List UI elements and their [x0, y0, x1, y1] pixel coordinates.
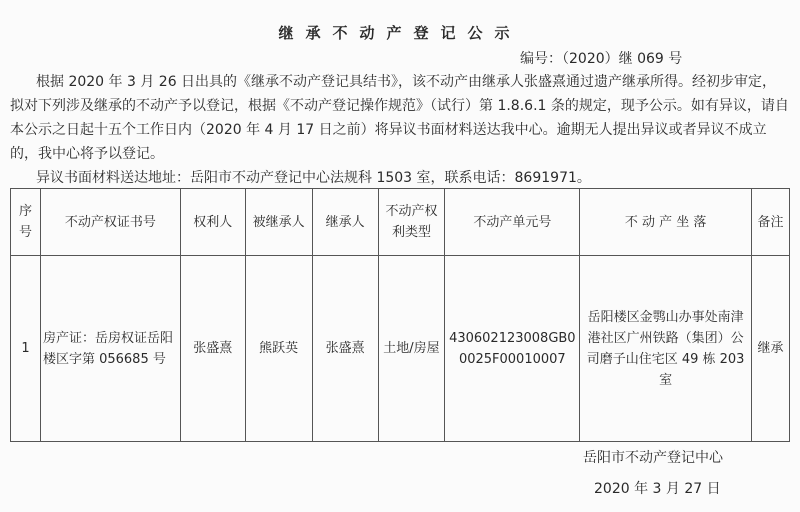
header-cell: 不 动 产 坐 落 — [580, 189, 752, 256]
header-cell: 不动产单元号 — [445, 189, 580, 256]
cell-heir: 张盛熹 — [312, 256, 378, 442]
cell-remark: 继承 — [751, 256, 789, 442]
header-cell: 被继承人 — [245, 189, 312, 256]
cell-decedent: 熊跃英 — [245, 256, 312, 442]
header-cell: 备注 — [751, 189, 789, 256]
table-row — [11, 256, 790, 442]
table-header-row — [11, 189, 790, 256]
header-cell: 不动产权证书号 — [40, 189, 180, 256]
header-cell: 继承人 — [312, 189, 378, 256]
cell-unit-number: 430602123008GB00025F00010007 — [445, 256, 580, 442]
issue-date: 2020 年 3 月 27 日 — [594, 481, 721, 497]
cell-index: 1 — [11, 256, 41, 442]
registration-table — [10, 188, 790, 442]
issuer: 岳阳市不动产登记中心 — [583, 450, 723, 466]
page-title: 继承不动产登记公示 — [278, 24, 522, 42]
cell-owner: 张盛熹 — [180, 256, 245, 442]
header-cell: 权利人 — [180, 189, 245, 256]
cell-right-type: 土地/房屋 — [378, 256, 445, 442]
objection-address: 异议书面材料送达地址：岳阳市不动产登记中心法规科 1503 室，联系电话：8691971。 — [36, 170, 591, 186]
header-cell: 不动产权利类型 — [378, 189, 445, 256]
cell-location: 岳阳楼区金鹗山办事处南津港社区广州铁路（集团）公司磨子山住宅区 49 栋 203 室 — [580, 256, 752, 442]
document-number: 编号：（2020）继 069 号 — [520, 51, 683, 67]
notice-paragraph: 根据 2020 年 3 月 26 日出具的《继承不动产登记具结书》，该不动产由继承人张盛熹通过遗产继承所得。经初步审定， 拟对下列涉及继承的不动产予以登记，根据《不动产登记操作规范》（试行）第 1.8.6.1 条的规定，现予公示。如有异议，请自本公示之日起十五个工作日内（2020 年 4 月 17 日之前）将异议书面材料送达我中心。逾期无人提出异议或者异议不成立的，我中心将予以登记。 — [10, 74, 789, 162]
header-cell: 序号 — [11, 189, 41, 256]
cell-certificate: 房产证：岳房权证岳阳楼区字第 056685 号 — [40, 256, 180, 442]
